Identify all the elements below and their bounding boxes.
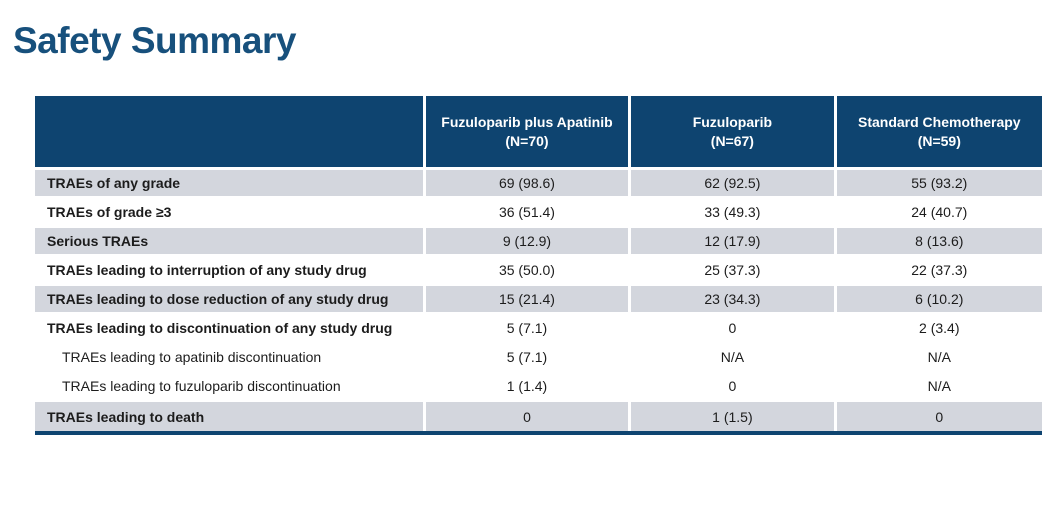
cell-value: 36 (51.4)	[426, 199, 631, 228]
cell-value: 6 (10.2)	[837, 286, 1042, 315]
row-label: TRAEs leading to apatinib discontinuation	[35, 344, 426, 373]
column-header-fuzuloparib	[631, 96, 836, 170]
row-label: TRAEs leading to interruption of any study drug	[35, 257, 426, 286]
cell-value: 25 (37.3)	[631, 257, 836, 286]
cell-value: N/A	[837, 373, 1042, 402]
cell-value: 24 (40.7)	[837, 199, 1042, 228]
cell-value: N/A	[631, 344, 836, 373]
column-header-name: Fuzuloparib	[692, 113, 773, 130]
header-row	[35, 96, 1042, 170]
cell-value: 22 (37.3)	[837, 257, 1042, 286]
table-row-traes-discontinuation	[35, 315, 1042, 344]
column-header-n: (N=59)	[917, 132, 961, 149]
cell-value: 0	[837, 402, 1042, 431]
cell-value: 5 (7.1)	[426, 344, 631, 373]
column-header-name: Fuzuloparib plus Apatinib	[441, 113, 613, 130]
row-label: TRAEs leading to dose reduction of any study drug	[35, 286, 426, 315]
cell-value: N/A	[837, 344, 1042, 373]
cell-value: 12 (17.9)	[631, 228, 836, 257]
column-header-n: (N=70)	[505, 132, 549, 149]
row-label: TRAEs leading to fuzuloparib discontinuation	[35, 373, 426, 402]
cell-value: 2 (3.4)	[837, 315, 1042, 344]
cell-value: 0	[426, 402, 631, 431]
page-title: Safety Summary	[13, 20, 296, 61]
cell-value: 8 (13.6)	[837, 228, 1042, 257]
column-header-standard-chemotherapy	[837, 96, 1042, 170]
cell-value: 23 (34.3)	[631, 286, 836, 315]
cell-value: 0	[631, 315, 836, 344]
table-row-traes-any-grade	[35, 170, 1042, 199]
row-label: Serious TRAEs	[35, 228, 426, 257]
column-header-fuzuloparib-plus-apatinib	[426, 96, 631, 170]
cell-value: 5 (7.1)	[426, 315, 631, 344]
cell-value: 55 (93.2)	[837, 170, 1042, 199]
row-label: TRAEs leading to death	[35, 402, 426, 431]
safety-summary-table-container	[35, 96, 1042, 435]
row-label: TRAEs leading to discontinuation of any study drug	[35, 315, 426, 344]
cell-value: 1 (1.4)	[426, 373, 631, 402]
table-row-traes-interruption	[35, 257, 1042, 286]
table-row-traes-dose-reduction	[35, 286, 1042, 315]
cell-value: 35 (50.0)	[426, 257, 631, 286]
table-row-fuzuloparib-discontinuation	[35, 373, 1042, 402]
table-row-apatinib-discontinuation	[35, 344, 1042, 373]
row-label: TRAEs of grade ≥3	[35, 199, 426, 228]
corner-cell	[35, 96, 426, 170]
table-row-traes-grade-ge3	[35, 199, 1042, 228]
safety-summary-table	[35, 96, 1042, 435]
cell-value: 62 (92.5)	[631, 170, 836, 199]
table-row-traes-death	[35, 402, 1042, 431]
column-header-name: Standard Chemotherapy	[857, 113, 1021, 130]
cell-value: 0	[631, 373, 836, 402]
cell-value: 33 (49.3)	[631, 199, 836, 228]
cell-value: 9 (12.9)	[426, 228, 631, 257]
cell-value: 15 (21.4)	[426, 286, 631, 315]
column-header-n: (N=67)	[710, 132, 754, 149]
row-label: TRAEs of any grade	[35, 170, 426, 199]
table-row-serious-traes	[35, 228, 1042, 257]
cell-value: 1 (1.5)	[631, 402, 836, 431]
cell-value: 69 (98.6)	[426, 170, 631, 199]
